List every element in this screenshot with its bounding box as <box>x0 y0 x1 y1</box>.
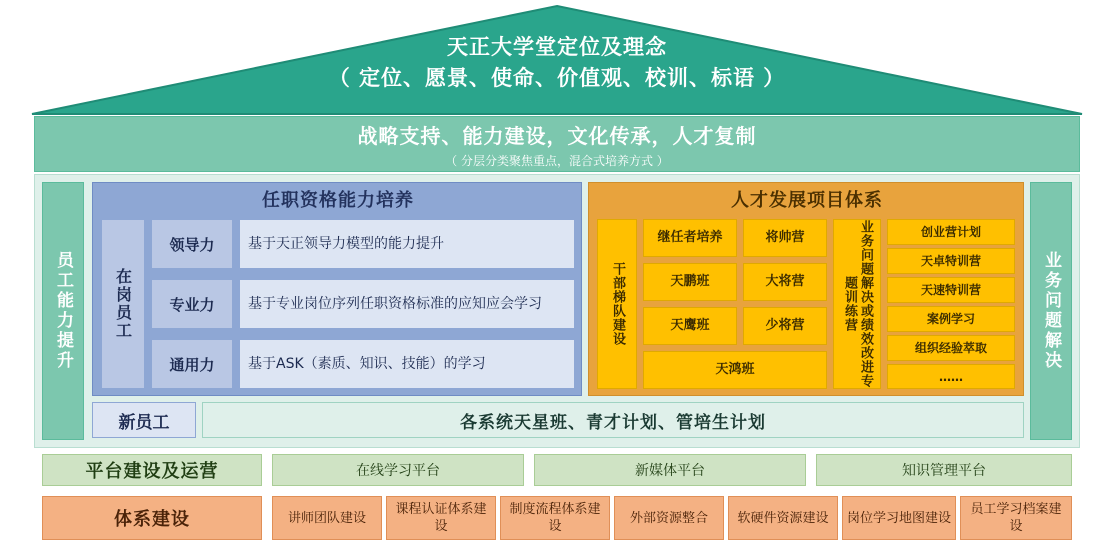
camp-general: 将帅营 <box>743 219 827 257</box>
program-case-study: 案例学习 <box>887 306 1015 332</box>
new-employee-label: 新员工 <box>92 402 196 438</box>
roof-text-block <box>30 32 1084 94</box>
camp-tianpeng: 天鹏班 <box>643 263 737 301</box>
capability-desc-professional: 基于专业岗位序列任职资格标准的应知应会学习 <box>239 279 575 329</box>
cadre-echelon-text: 干部梯队建设 <box>610 262 625 346</box>
capability-cell-leadership: 领导力 <box>151 219 233 269</box>
program-tiansu: 天速特训营 <box>887 277 1015 303</box>
platform-item-new-media: 新媒体平台 <box>534 454 806 486</box>
system-item-learning-archive: 员工学习档案建设 <box>960 496 1072 540</box>
program-startup-camp: 创业营计划 <box>887 219 1015 245</box>
system-item-external-resources: 外部资源整合 <box>614 496 724 540</box>
system-construction-label: 体系建设 <box>42 496 262 540</box>
onjob-employee-text: 在岗员工 <box>113 268 133 340</box>
system-item-learning-map: 岗位学习地图建设 <box>842 496 956 540</box>
pillar-left-label: 员工能力提升 <box>53 251 73 371</box>
system-item-hardware-software: 软硬件资源建设 <box>728 496 838 540</box>
system-item-course-certification: 课程认证体系建设 <box>386 496 496 540</box>
capability-cell-general: 通用力 <box>151 339 233 389</box>
camp-tianying: 天鹰班 <box>643 307 737 345</box>
program-experience-extraction: 组织经验萃取 <box>887 335 1015 361</box>
talent-development-panel <box>588 182 1024 396</box>
talent-development-title: 人才发展项目体系 <box>731 190 883 211</box>
onjob-employee-label <box>101 219 145 389</box>
roof-title-line1: 天正大学堂定位及理念 <box>447 35 667 59</box>
strategy-banner <box>34 116 1080 172</box>
system-item-process-system: 制度流程体系建设 <box>500 496 610 540</box>
qualification-title: 任职资格能力培养 <box>262 190 414 211</box>
program-tianzhuo: 天卓特训营 <box>887 248 1015 274</box>
qualification-panel <box>92 182 582 396</box>
roof-title-line2: （ 定位、愿景、使命、价值观、校训、标语 ） <box>328 66 786 90</box>
banner-sub-text: （ 分层分类聚焦重点，混合式培养方式 ） <box>445 153 669 168</box>
camp-shaojiang: 少将营 <box>743 307 827 345</box>
banner-main-text: 战略支持、能力建设，文化传承，人才复制 <box>357 123 757 148</box>
camp-tianhong: 天鸿班 <box>643 351 827 389</box>
program-more: …… <box>887 364 1015 389</box>
capability-cell-professional: 专业力 <box>151 279 233 329</box>
problem-solving-camp-text: 业务问题解决或绩效改进专题训练营 <box>842 220 873 388</box>
capability-desc-general: 基于ASK（素质、知识、技能）的学习 <box>239 339 575 389</box>
roof-shape <box>30 4 1084 116</box>
pillar-business-problem <box>1030 182 1072 440</box>
pillar-right-label: 业务问题解决 <box>1041 251 1061 371</box>
new-employee-programs: 各系统天星班、青才计划、管培生计划 <box>202 402 1024 438</box>
pillar-employee-capability <box>42 182 84 440</box>
platform-label: 平台建设及运营 <box>42 454 262 486</box>
problem-solving-camp-label <box>833 219 881 389</box>
cadre-echelon-label <box>597 219 637 389</box>
system-item-trainer-team: 讲师团队建设 <box>272 496 382 540</box>
camp-successor: 继任者培养 <box>643 219 737 257</box>
platform-item-online-learning: 在线学习平台 <box>272 454 524 486</box>
capability-desc-leadership: 基于天正领导力模型的能力提升 <box>239 219 575 269</box>
platform-item-knowledge-management: 知识管理平台 <box>816 454 1072 486</box>
camp-dajiang: 大将营 <box>743 263 827 301</box>
